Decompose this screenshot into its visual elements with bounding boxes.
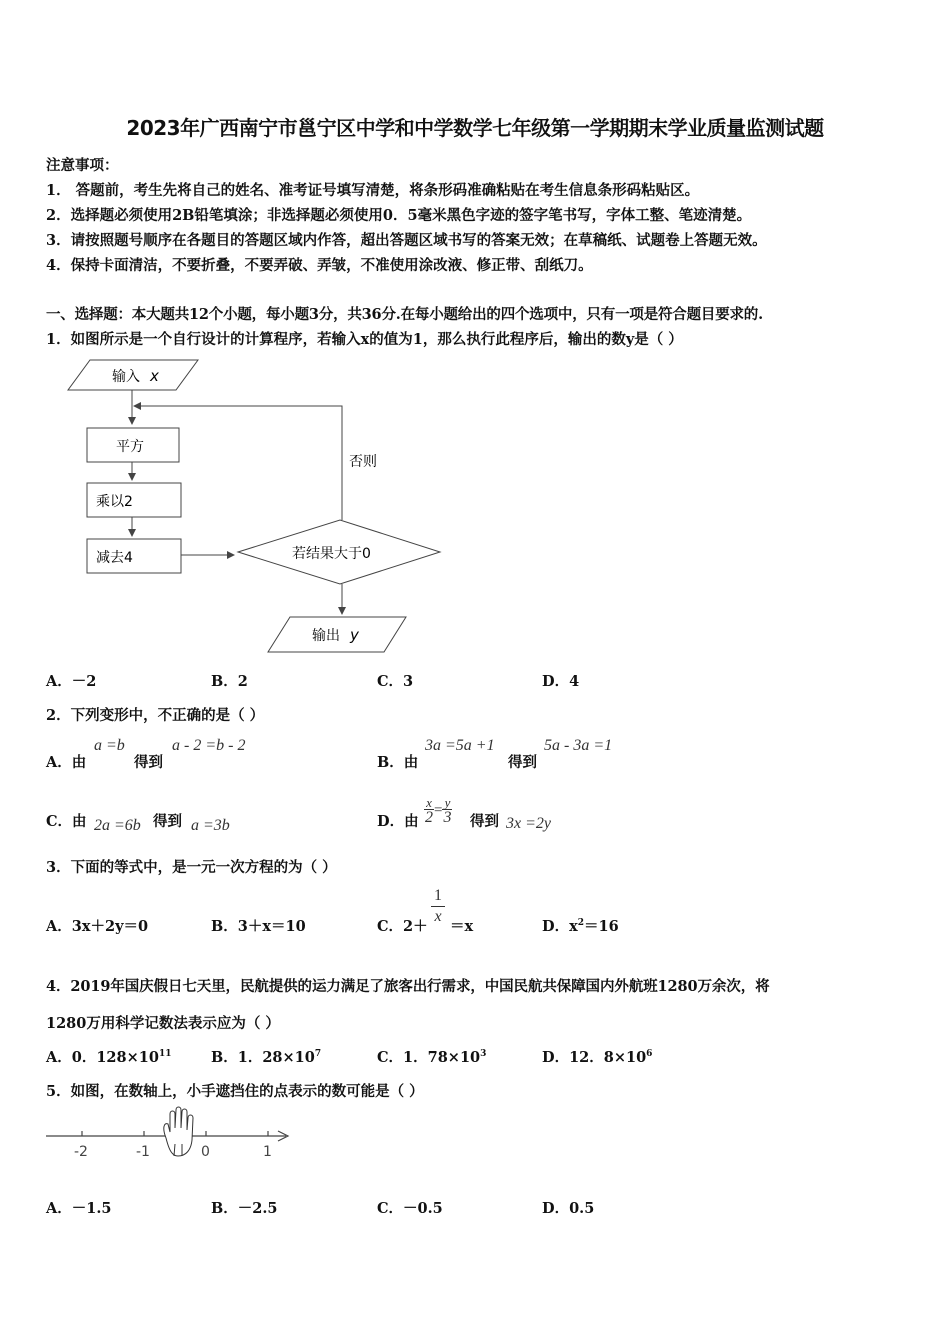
question-2-stem: 2．下列变形中，不正确的是（ ） — [46, 707, 265, 724]
q3-d-pre: D．x — [542, 918, 578, 935]
q2-c-mid: 得到 — [153, 813, 182, 830]
tick-label: 0 — [201, 1144, 210, 1160]
q4-a-base: A．0．128×10 — [46, 1049, 159, 1066]
q2-b-expr2: 5a - 3a =1 — [544, 737, 613, 754]
q2-a-expr2: a - 2 =b - 2 — [172, 737, 246, 754]
flow-input-var: x — [150, 367, 159, 385]
hand-icon — [164, 1107, 193, 1156]
q1-option-d[interactable]: D．4 — [542, 673, 580, 690]
q5-option-d[interactable]: D．0.5 — [542, 1200, 595, 1217]
notice-item-3: 3．请按照题号顺序在各题目的答题区域内作答，超出答题区域书写的答案无效；在草稿纸、试题卷上答题无效。 — [46, 232, 767, 249]
q4-option-d[interactable] — [542, 1046, 652, 1067]
q3-c-frac — [431, 888, 445, 925]
q1-option-a[interactable]: A．－2 — [46, 673, 97, 690]
q3-option-a[interactable]: A．3x＋2y＝0 — [46, 918, 149, 935]
flow-loop-arrow — [134, 406, 342, 520]
q2-option-c-label[interactable]: C．由 — [46, 813, 87, 830]
tick-label: -2 — [74, 1144, 88, 1160]
question-4-stem-line2: 1280万用科学记数法表示应为（ ） — [46, 1015, 280, 1032]
flow-times2-label: 乘以2 — [96, 494, 133, 510]
question-3-stem: 3．下面的等式中，是一元一次方程的为（ ） — [46, 859, 337, 876]
q4-d-exp: 6 — [646, 1049, 653, 1060]
flow-minus4-label: 减去4 — [96, 550, 133, 566]
q3-option-b[interactable]: B．3＋x＝10 — [211, 918, 306, 935]
notice-heading: 注意事项： — [46, 157, 119, 174]
q2-a-expr1: a =b — [94, 737, 125, 754]
frac-denominator: 3 — [443, 809, 452, 826]
q3-d-sup: 2 — [577, 918, 584, 929]
q4-option-a[interactable] — [46, 1046, 171, 1067]
flow-square-label: 平方 — [116, 439, 144, 455]
flowchart-diagram — [46, 358, 446, 658]
number-line-diagram — [42, 1106, 298, 1162]
q2-option-b-label[interactable]: B．由 — [377, 754, 419, 771]
q5-option-c[interactable]: C．－0.5 — [377, 1200, 443, 1217]
q1-option-b[interactable]: B．2 — [211, 673, 248, 690]
q3-c-fraction — [431, 888, 445, 925]
q2-c-expr2: a =3b — [191, 817, 230, 834]
q2-d-mid: 得到 — [470, 813, 499, 830]
tick-label: -1 — [136, 1144, 150, 1160]
question-4-stem-line1: 4．2019年国庆假日七天里，民航提供的运力满足了旅客出行需求，中国民航共保障国内外航班1280万余次，将 — [46, 978, 770, 995]
q4-option-c[interactable] — [377, 1046, 486, 1067]
notice-item-2: 2．选择题必须使用2B铅笔填涂；非选择题必须使用0．5毫米黑色字迹的签字笔书写，字体工整、笔迹清楚。 — [46, 207, 752, 224]
flow-output-label: 输出 — [312, 628, 340, 644]
page-title: 2023年广西南宁市邕宁区中学和中学数学七年级第一学期期末学业质量监测试题 — [126, 116, 824, 140]
notice-item-4: 4．保持卡面清洁，不要折叠，不要弄破、弄皱，不准使用涂改液、修正带、刮纸刀。 — [46, 257, 593, 274]
q4-a-exp: 11 — [158, 1049, 172, 1060]
q4-option-b[interactable] — [211, 1046, 321, 1067]
q2-b-mid: 得到 — [508, 754, 537, 771]
flow-output-var: y — [350, 626, 359, 644]
flow-condition-label: 若结果大于0 — [292, 546, 371, 562]
q4-c-base: C．1．78×10 — [377, 1049, 481, 1066]
q2-option-a-label[interactable]: A．由 — [46, 754, 87, 771]
q2-d-frac-y — [442, 796, 452, 826]
q4-b-exp: 7 — [314, 1049, 322, 1060]
q4-c-exp: 3 — [480, 1049, 487, 1060]
frac-denominator: x — [434, 908, 442, 925]
q5-option-b[interactable]: B．－2.5 — [211, 1200, 278, 1217]
tick-label: 1 — [263, 1144, 272, 1160]
q4-d-base: D．12．8×10 — [542, 1049, 647, 1066]
q2-option-d-label[interactable]: D．由 — [377, 813, 419, 830]
equals-sign: = — [434, 802, 443, 819]
q2-d-expr2: 3x =2y — [506, 815, 551, 832]
question-5-stem: 5．如图，在数轴上，小手遮挡住的点表示的数可能是（ ） — [46, 1083, 424, 1100]
q3-option-d[interactable] — [542, 915, 619, 936]
q2-d-frac-x — [424, 796, 434, 826]
q1-option-c[interactable]: C．3 — [377, 673, 414, 690]
frac-denominator: 2 — [425, 809, 433, 826]
frac-numerator: 1 — [431, 888, 445, 907]
q2-b-expr1: 3a =5a +1 — [425, 737, 495, 754]
frac-numerator: y — [442, 796, 452, 810]
frac-numerator: x — [424, 796, 434, 810]
q5-option-a[interactable]: A．－1.5 — [46, 1200, 112, 1217]
flow-else-label: 否则 — [349, 454, 377, 470]
flow-input-label: 输入 — [112, 369, 140, 385]
q3-option-c[interactable]: C．2＋ — [377, 918, 428, 935]
notice-item-1: 1． 答题前，考生先将自己的姓名、准考证号填写清楚，将条形码准确粘贴在考生信息条形码粘贴区。 — [46, 182, 700, 199]
q4-b-base: B．1．28×10 — [211, 1049, 315, 1066]
q2-d-fraction-group — [424, 796, 452, 826]
question-1-stem: 1．如图所示是一个自行设计的计算程序，若输入x的值为1，那么执行此程序后，输出的数y是（ ） — [46, 331, 683, 348]
q3-d-post: ＝16 — [584, 918, 619, 935]
section-heading: 一、选择题：本大题共12个小题，每小题3分，共36分.在每小题给出的四个选项中，只有一项是符合题目要求的. — [46, 306, 763, 323]
q2-c-expr1: 2a =6b — [94, 817, 141, 834]
q2-a-mid: 得到 — [134, 754, 163, 771]
q3-c-post: ＝x — [450, 918, 474, 935]
